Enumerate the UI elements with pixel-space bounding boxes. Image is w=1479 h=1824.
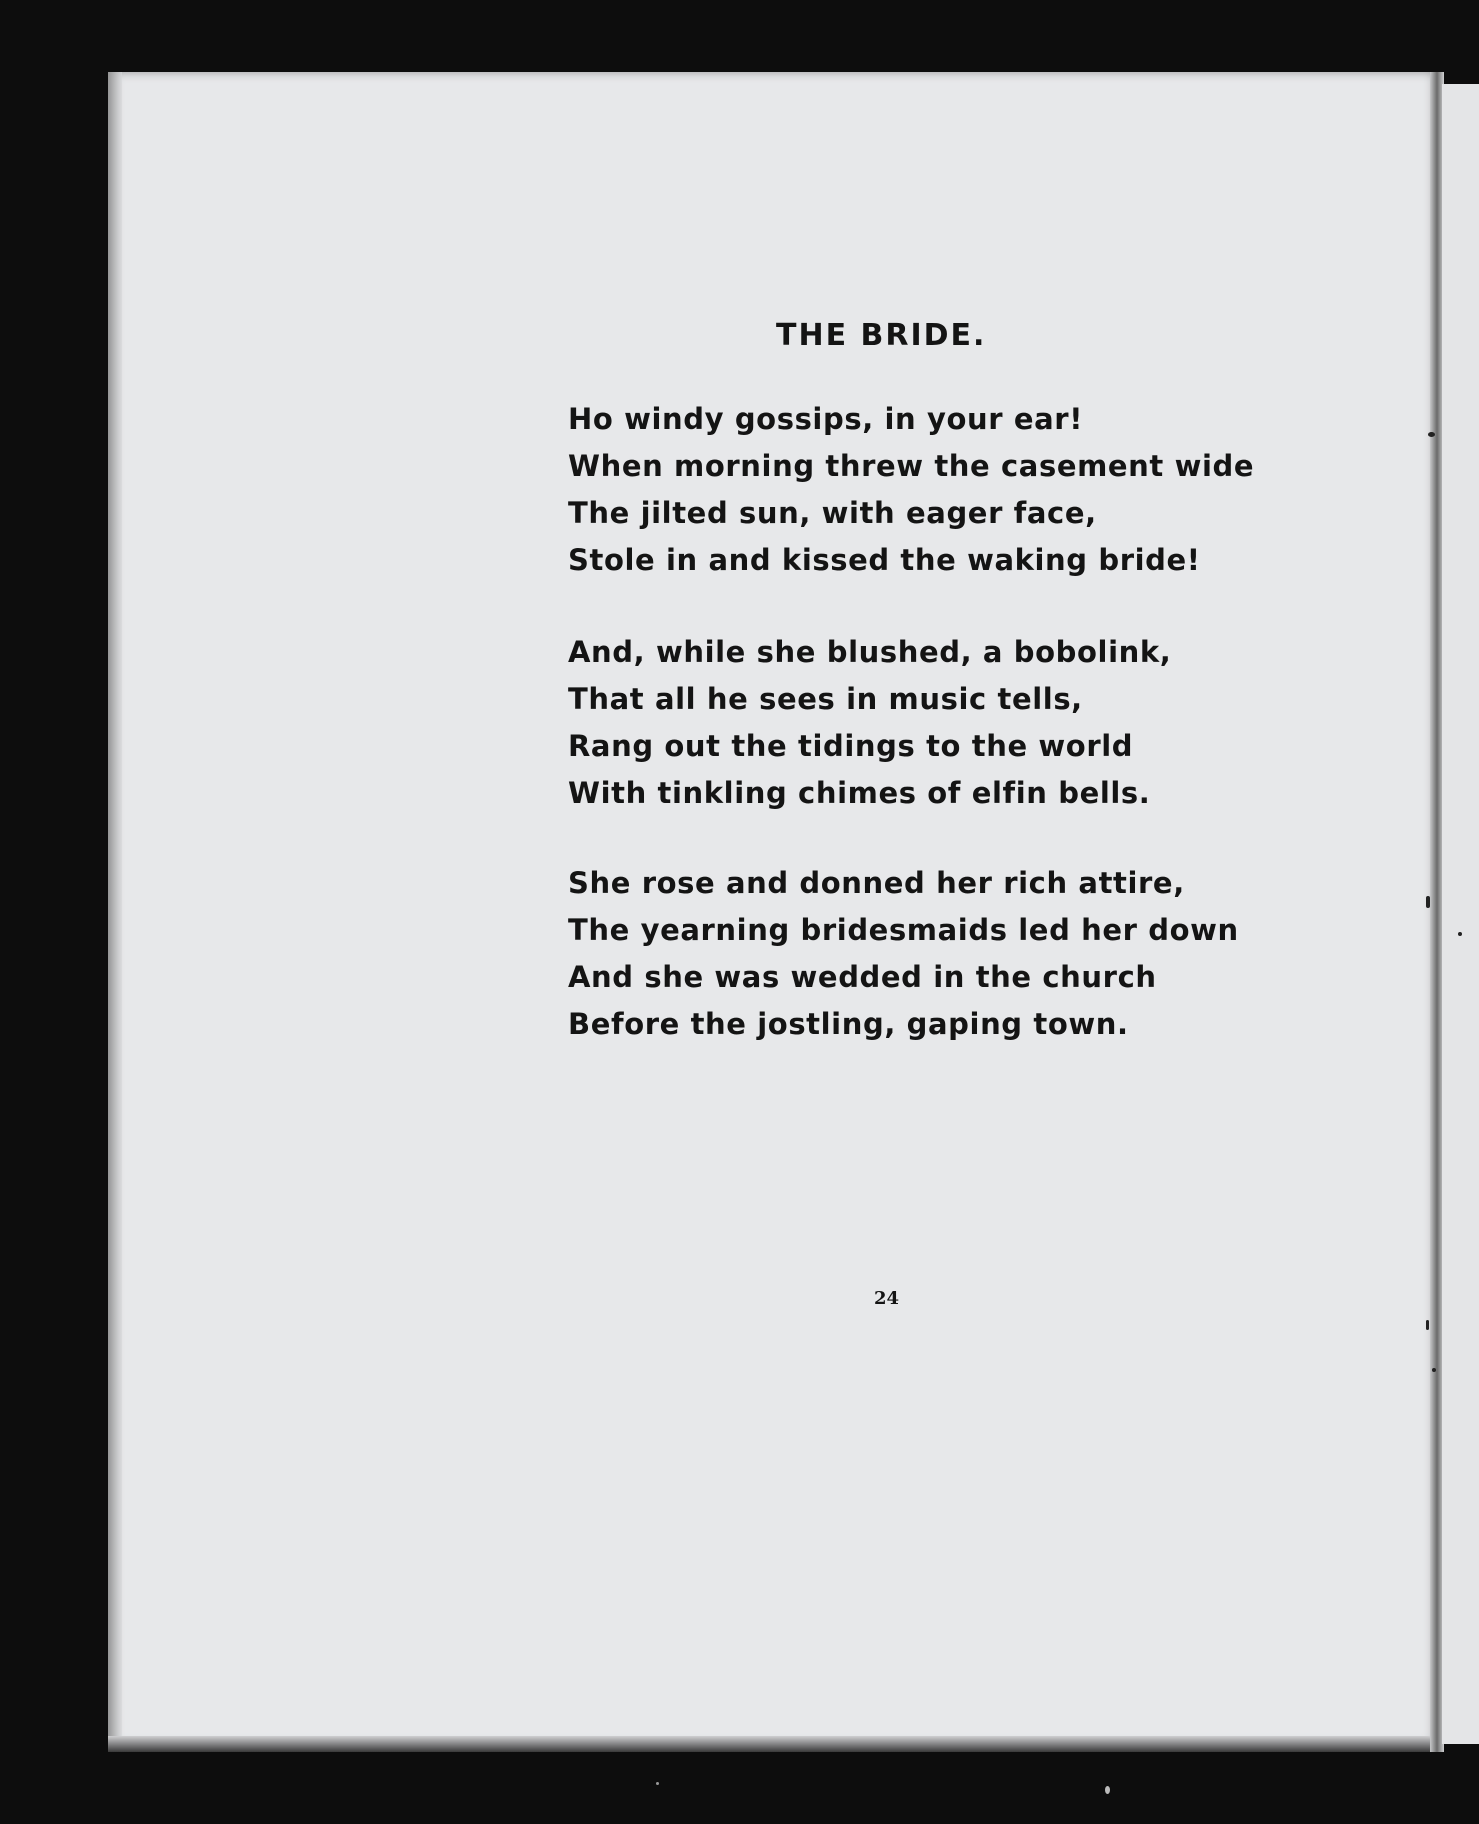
poem-line: With tinkling chimes of elfin bells.	[568, 776, 1151, 810]
poem-line: The jilted sun, with eager face,	[568, 496, 1097, 530]
poem-line: Before the jostling, gaping town.	[568, 1007, 1129, 1041]
page-number: 24	[874, 1288, 900, 1309]
poem-title: THE BRIDE.	[776, 318, 987, 353]
poem-line: She rose and donned her rich attire,	[568, 866, 1185, 900]
poem-line: And, while she blushed, a bobolink,	[568, 635, 1172, 669]
stanza-2	[568, 629, 1171, 817]
poem-line: And she was wedded in the church	[568, 960, 1157, 994]
stanza-1	[568, 396, 1254, 584]
facing-page-edge	[1442, 84, 1479, 1744]
page-left-edge	[108, 72, 122, 1752]
poem-line: The yearning bridesmaids led her down	[568, 913, 1239, 947]
scan-speck	[656, 1782, 659, 1785]
page-bottom-edge	[108, 1736, 1433, 1752]
poem-line: Ho windy gossips, in your ear!	[568, 402, 1084, 436]
scan-speck	[1105, 1786, 1110, 1794]
stanza-3	[568, 860, 1239, 1048]
scan-speck	[1426, 896, 1430, 908]
scan-speck	[1428, 432, 1435, 437]
poem-line: When morning threw the casement wide	[568, 449, 1255, 483]
scan-speck	[1426, 1320, 1429, 1330]
scan-speck	[1458, 932, 1462, 936]
scan-speck	[1432, 1368, 1436, 1372]
poem-line: Rang out the tidings to the world	[568, 729, 1134, 763]
poem-line: Stole in and kissed the waking bride!	[568, 543, 1201, 577]
poem-line: That all he sees in music tells,	[568, 682, 1083, 716]
